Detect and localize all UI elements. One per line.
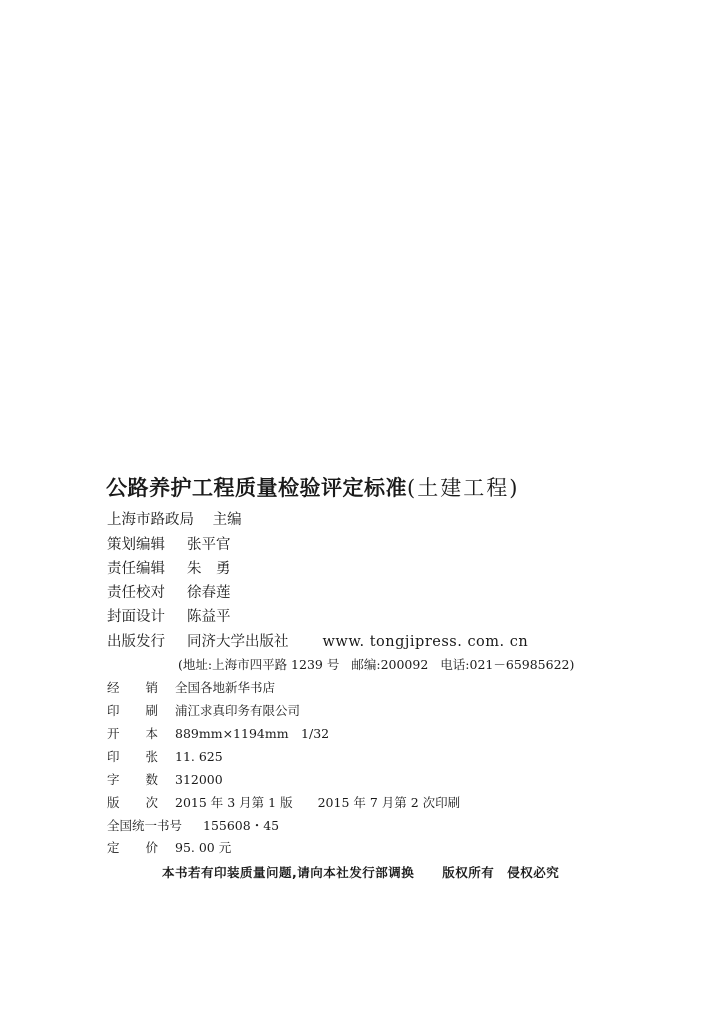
spec-value: 312000 <box>175 772 223 787</box>
quality-notice <box>162 863 559 881</box>
credit-name: 徐春莲 <box>187 585 231 601</box>
spec-key: 字数 <box>107 772 185 787</box>
credit-line-editor-org <box>107 508 242 529</box>
book-title <box>106 472 519 502</box>
credit-line-cover-design <box>107 605 231 626</box>
publisher-address: (地址:上海市四平路 1239 号 <box>178 657 340 672</box>
spec-row-edition <box>107 793 460 811</box>
credit-role: 责任编辑 <box>107 561 165 577</box>
credit-line-proofreader <box>107 581 231 602</box>
spec-value: 浦江求真印务有限公司 <box>175 703 301 718</box>
spec-row-sheets <box>107 747 223 765</box>
quality-notice-text: 本书若有印装质量问题,请向本社发行部调换 <box>162 865 415 880</box>
spec-key: 印张 <box>107 749 185 764</box>
spec-key: 开本 <box>107 726 185 741</box>
publisher-line <box>107 630 528 651</box>
credit-line-responsible-editor <box>107 557 231 578</box>
publisher-phone: 电话:021－65985622) <box>440 657 575 672</box>
rights-notice-text: 版权所有 侵权必究 <box>442 865 560 880</box>
spec-key: 定价 <box>107 840 185 855</box>
spec-row-format <box>107 724 329 742</box>
credit-role: 责任校对 <box>107 585 165 601</box>
spec-row-price <box>107 838 231 856</box>
credit-org: 上海市路政局 <box>107 512 194 528</box>
credit-name: 朱 勇 <box>187 561 231 577</box>
publisher-address-line <box>178 655 574 673</box>
spec-row-printer <box>107 701 300 719</box>
spec-value: 155608・45 <box>203 818 280 833</box>
spec-value: 95. 00 元 <box>175 840 232 855</box>
publisher-label: 出版发行 <box>107 634 165 650</box>
spec-value: 889mm×1194mm 1/32 <box>175 726 330 741</box>
spec-value: 11. 625 <box>175 749 223 764</box>
publisher-name: 同济大学出版社 <box>187 634 289 650</box>
spec-key: 经销 <box>107 680 185 695</box>
credit-name: 张平官 <box>187 537 231 553</box>
credit-name: 陈益平 <box>187 609 231 625</box>
credit-line-planning-editor <box>107 533 231 554</box>
spec-row-wordcount <box>107 770 223 788</box>
book-title-main: 公路养护工程质量检验评定标准 <box>106 476 407 500</box>
spec-key: 全国统一书号 <box>107 818 183 833</box>
publisher-postcode: 邮编:200092 <box>351 657 429 672</box>
credit-role: 封面设计 <box>107 609 165 625</box>
spec-row-book-number <box>107 816 279 834</box>
spec-key: 版次 <box>107 795 185 810</box>
spec-value: 全国各地新华书店 <box>175 680 276 695</box>
book-title-subtitle: (土建工程) <box>407 476 520 500</box>
spec-key: 印刷 <box>107 703 185 718</box>
credit-org-role: 主编 <box>212 512 242 528</box>
credit-role: 策划编辑 <box>107 537 165 553</box>
publisher-website: www. tongjipress. com. cn <box>322 634 529 650</box>
spec-value: 2015 年 3 月第 1 版 2015 年 7 月第 2 次印刷 <box>175 795 461 810</box>
spec-row-distributor <box>107 678 275 696</box>
